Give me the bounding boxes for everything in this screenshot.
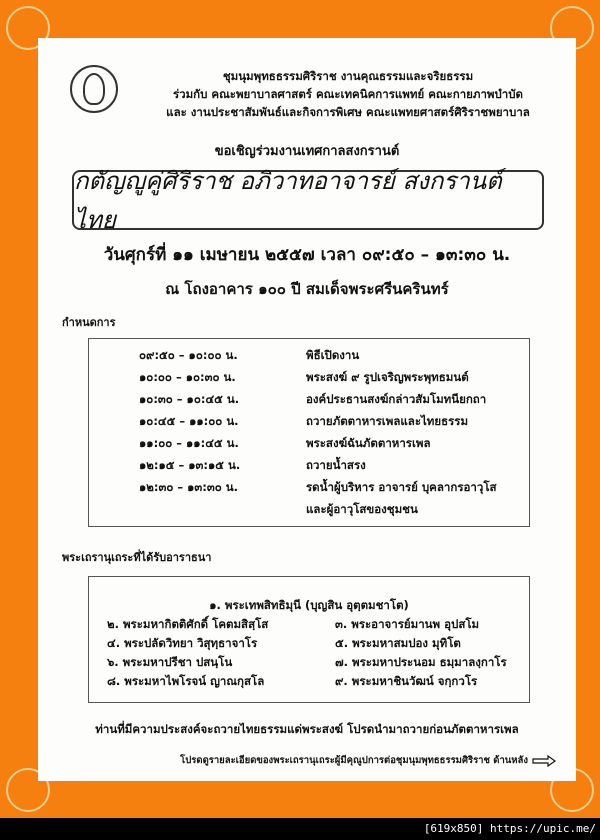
schedule-activity: ถวายภัตตาหารเพลและไทยธรรม	[306, 414, 469, 428]
schedule-time: ๑๐:๔๕ – ๑๑:๐๐ น.	[139, 414, 239, 428]
watermark: [619x850] https://upic.me/	[423, 822, 596, 835]
event-title: กตัญญูคู่ศิริราช อภิวาทอาจารย์ สงกรานต์ไทย	[74, 167, 502, 234]
monks-box	[88, 576, 530, 703]
invitation-text: ขอเชิญร่วมงานเทศกาลสงกรานต์	[214, 144, 400, 159]
monk-name: ๕. พระมหาสมปอง มุทิโต	[335, 636, 461, 650]
schedule-time: ๑๒:๓๐ – ๑๓:๓๐ น.	[139, 480, 238, 494]
schedule-box	[88, 338, 530, 527]
siriraj-logo	[70, 65, 118, 113]
header-line-1: ชุมนุมพุทธธรรมศิริราช งานคุณธรรมและจริยธรรม	[222, 69, 474, 83]
schedule-time: ๑๒:๑๕ – ๑๓:๑๕ น.	[139, 458, 241, 472]
monk-name: ๑. พระเทพสิทธิมุนี (บุญสิน อุตฺตมชาโต)	[209, 598, 409, 612]
poster-paper	[38, 38, 576, 781]
footer-text: โปรดดูรายละเอียดของพระเถรานุเถระผู้มีคุณูปการต่อชุมนุมพุทธธรรมศิริราช ด้านหลัง	[180, 755, 528, 766]
schedule-time: ๑๐:๐๐ – ๑๐:๓๐ น.	[139, 370, 236, 384]
schedule-activity: รดน้ำผู้บริหาร อาจารย์ บุคลากรอาวุโส	[306, 480, 497, 494]
schedule-activity: พระสงฆ์ฉันภัตตาหารเพล	[306, 436, 431, 450]
monk-name: ๙. พระมหาชินวัฒน์ จกฺกวโร	[335, 674, 478, 688]
event-title-box	[72, 167, 544, 234]
header-line-2: ร่วมกับ คณะพยาบาลศาสตร์ คณะเทคนิคการแพทย์ คณะกายภาพบำบัด	[172, 87, 524, 101]
schedule-activity: พระสงฆ์ ๙ รูปเจริญพระพุทธมนต์	[306, 370, 469, 384]
schedule-activity: องค์ประธานสงฆ์กล่าวสัมโมทนียกถา	[306, 392, 487, 406]
monk-name: ๘. พระมหาไพโรจน์ ญาณกุสโล	[107, 674, 265, 688]
monk-name: ๖. พระมหาปรีชา ปสนฺโน	[107, 655, 233, 669]
schedule-heading: กำหนดการ	[62, 316, 116, 329]
monk-name: ๓. พระอาจารย์มานพ อุปสโม	[335, 617, 480, 631]
schedule-activity: ถวายน้ำสรง	[306, 458, 366, 472]
offering-note: ท่านที่มีความประสงค์จะถวายไทยธรรมแด่พระสงฆ์ โปรดนำมาถวายก่อนภัตตาหารเพล	[95, 722, 519, 736]
event-venue: ณ โถงอาคาร ๑๐๐ ปี สมเด็จพระศรีนครินทร์	[165, 280, 449, 298]
arrow-right-icon	[532, 755, 556, 767]
schedule-time: ๑๑:๐๐ – ๑๑:๔๕ น.	[139, 436, 239, 450]
header-line-3: และ งานประชาสัมพันธ์และกิจการพิเศษ คณะแพทยศาสตร์ศิริราชพยาบาล	[166, 105, 530, 119]
monk-name: ๗. พระมหาประนอม ธมฺมาลงฺกาโร	[335, 655, 507, 669]
schedule-activity: และผู้อาวุโสของชุมชน	[306, 502, 418, 516]
monk-name: ๒. พระมหากิตติศักดิ์ โคตมสิสฺโส	[107, 617, 269, 631]
event-date: วันศุกร์ที่ ๑๑ เมษายน ๒๕๕๗ เวลา ๐๙:๕๐ – ๑๓:๓๐ น.	[103, 245, 511, 265]
schedule-time: ๑๐:๓๐ – ๑๐:๔๕ น.	[139, 392, 240, 406]
monk-name: ๔. พระปลัดวิทยา วิสุทฺธาจาโร	[107, 636, 258, 650]
schedule-time: ๐๙:๕๐ – ๑๐:๐๐ น.	[139, 348, 238, 362]
footer-note	[180, 753, 556, 768]
monks-heading: พระเถรานุเถระที่ได้รับอาราธนา	[62, 551, 212, 564]
schedule-activity: พิธีเปิดงาน	[306, 348, 360, 362]
